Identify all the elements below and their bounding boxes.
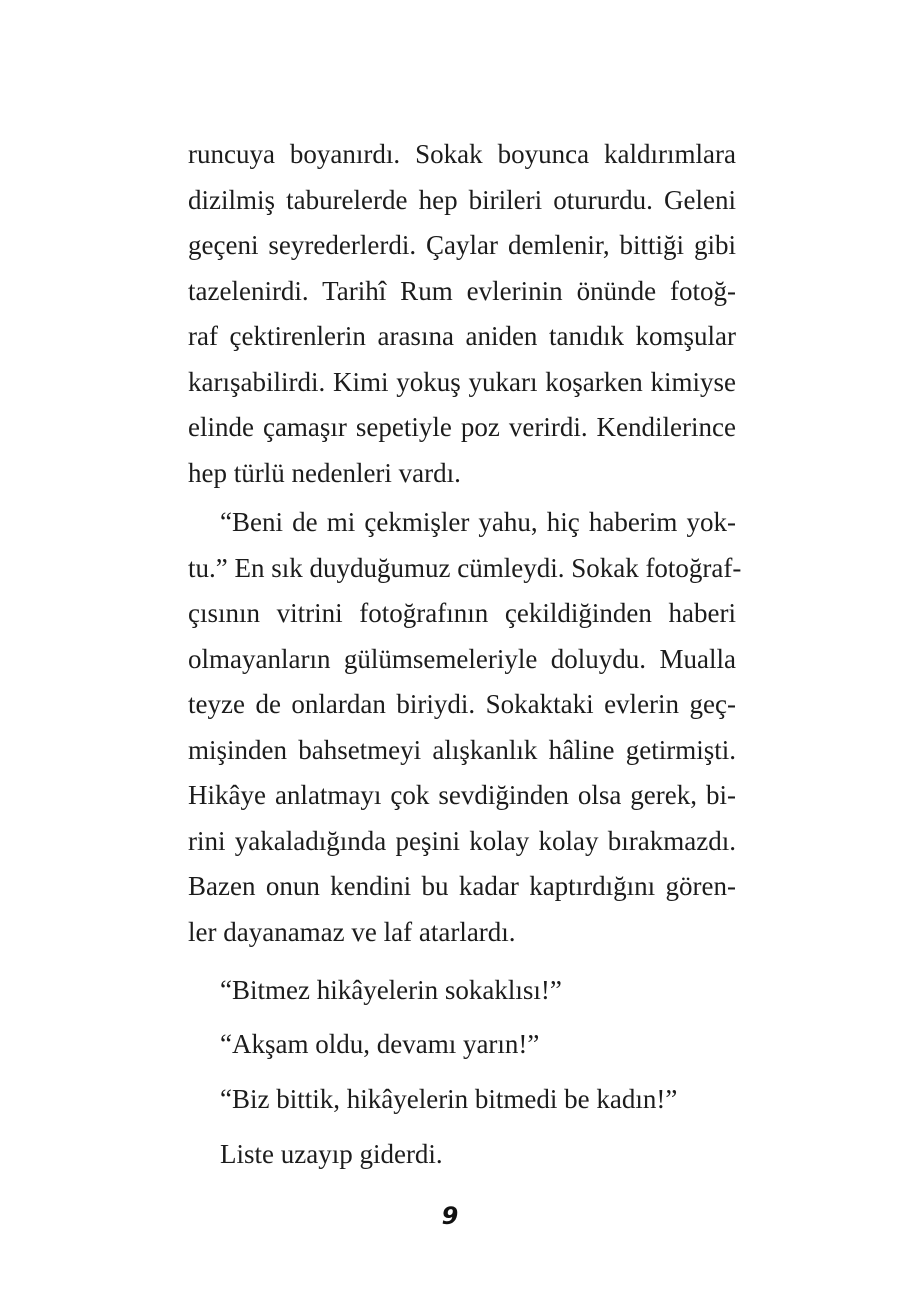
paragraph-line: karışabilirdi. Kimi yokuş yukarı koşarken kimiyse — [188, 366, 736, 397]
paragraph-2 — [188, 500, 742, 955]
paragraph-line: çısının vitrini fotoğrafının çekildiğinden haberi — [188, 598, 736, 628]
paragraph-line: “Beni de mi çekmişler yahu, hiç haberim yok- — [220, 507, 736, 537]
paragraph-line: ler dayanamaz ve laf atarlardı. — [188, 916, 516, 947]
paragraph-line: Hikâye anlatmayı çok sevdiğinden olsa gerek, bi- — [188, 780, 736, 810]
paragraph-line: geçeni seyrederlerdi. Çaylar demlenir, bittiği gibi — [188, 230, 736, 260]
closing-line: Liste uzayıp giderdi. — [220, 1139, 443, 1169]
paragraph-line: elinde çamaşır sepetiyle poz verirdi. Kendilerince — [188, 412, 736, 442]
paragraph-line: rini yakaladığında peşini kolay kolay bırakmazdı. — [188, 825, 736, 856]
dialogue-line: “Biz bittik, hikâyelerin bitmedi be kadın!” — [220, 1084, 678, 1114]
paragraph-line: teyze de onlardan biriydi. Sokaktaki evlerin geç- — [188, 689, 736, 719]
dialogue-line: “Bitmez hikâyelerin sokaklısı!” — [220, 975, 562, 1005]
dialogue-line: “Akşam oldu, devamı yarın!” — [220, 1029, 540, 1059]
paragraph-line: Bazen onun kendini bu kadar kaptırdığını gören- — [188, 871, 736, 901]
paragraph-line: dizilmiş taburelerde hep birileri otururdu. Geleni — [188, 184, 736, 215]
paragraph-line: olmayanların gülümsemeleriyle doluydu. Mualla — [188, 643, 736, 674]
paragraph-line: hep türlü nedenleri vardı. — [188, 457, 461, 488]
paragraph-line: mişinden bahsetmeyi alışkanlık hâline getirmişti. — [188, 734, 736, 765]
page-number: 9 — [441, 1202, 459, 1230]
paragraph-1 — [188, 132, 736, 496]
paragraph-line: raf çektirenlerin arasına aniden tanıdık komşular — [188, 321, 736, 351]
paragraph-line: tazelenirdi. Tarihî Rum evlerinin önünde fotoğ- — [188, 275, 736, 306]
paragraph-line: tu.” En sık duyduğumuz cümleydi. Sokak fotoğraf- — [188, 552, 742, 583]
paragraph-line: runcuya boyanırdı. Sokak boyunca kaldırımlara — [188, 139, 736, 169]
